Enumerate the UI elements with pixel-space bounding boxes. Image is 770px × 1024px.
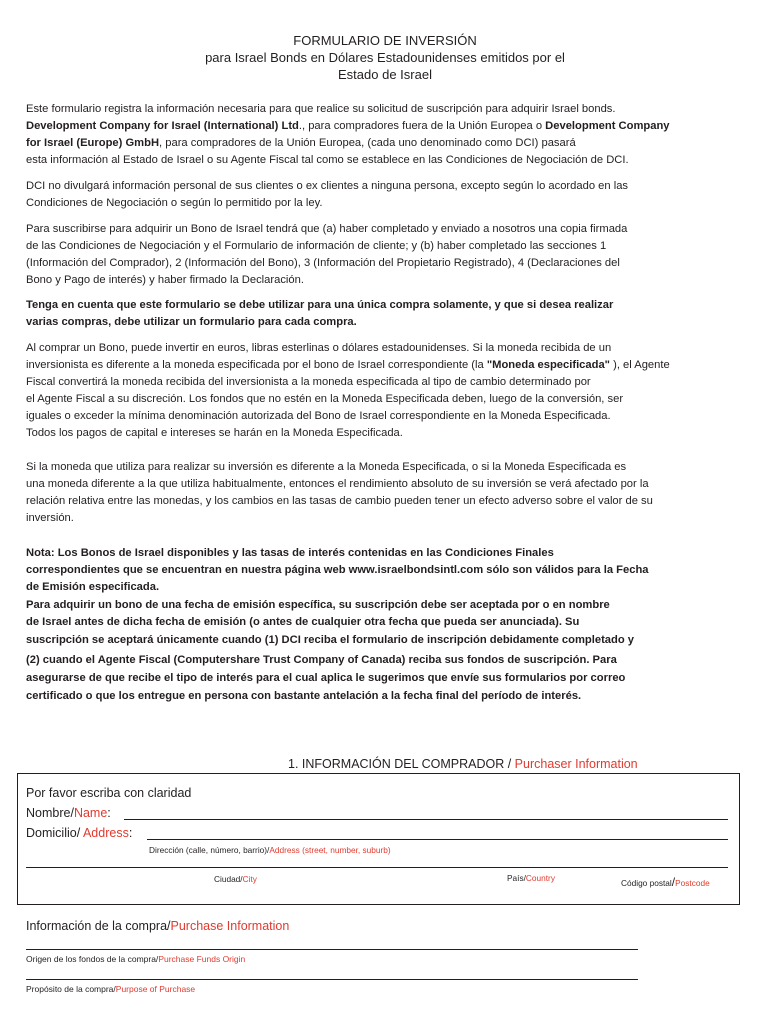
- address-street-field[interactable]: [147, 839, 728, 840]
- intro-p6-line2: una moneda diferente a la que utiliza habitualmente, entonces el rendimiento absoluto de su inversión se verá afectado por la: [26, 478, 649, 490]
- address-label: [26, 826, 132, 840]
- write-clearly-note: Por favor escriba con claridad: [26, 786, 192, 800]
- note-line5: de Israel antes de dicha fecha de emisión (o antes de cualquier otra fecha que pueda ser anunciada). Su: [26, 616, 580, 628]
- intro-p1-line4: esta información al Estado de Israel o su Agente Fiscal tal como se establece en las Condiciones de Negociación de DCI.: [26, 154, 629, 166]
- address-label-colon: :: [128, 826, 133, 840]
- single-purchase-notice-line2: varias compras, debe utilizar un formulario para cada compra.: [26, 316, 357, 328]
- section1-heading: [288, 757, 638, 771]
- purchase-purpose-caption-es: Propósito de la compra/: [26, 984, 116, 994]
- form-title-line2: para Israel Bonds en Dólares Estadounidenses emitidos por el: [205, 50, 565, 65]
- city-caption-en: City: [242, 874, 257, 884]
- intro-p5-line4: el Agente Fiscal a su discreción. Los fondos que no estén en la Moneda Especificada deben, luego de la conversión, ser: [26, 393, 624, 405]
- note-line8: asegurarse de que recibe el tipo de interés para el cual aplica le sugerimos que envíe sus formularios por correo: [26, 672, 626, 684]
- intro-p5-line1: Al comprar un Bono, puede invertir en euros, libras esterlinas o dólares estadounidenses. Si la moneda recibida de un: [26, 342, 612, 354]
- intro-p3-line3: (Información del Comprador), 2 (Información del Bono), 3 (Información del Propietario Registrado), 4 (Declaraciones del: [26, 257, 620, 269]
- note-line4: Para adquirir un bono de una fecha de emisión específica, su suscripción debe ser aceptada por o en nombre: [26, 599, 610, 611]
- street-caption-en: Address (street, number, suburb): [269, 845, 391, 855]
- purchase-purpose-field[interactable]: [26, 979, 638, 980]
- street-caption: [149, 845, 391, 855]
- name-label-en: Name: [73, 806, 108, 820]
- postcode-caption: [621, 875, 710, 889]
- intro-p6-line3: relación relativa entre las monedas, y los cambios en las tasas de cambio pueden tener un efecto adverso sobre el valor de su: [26, 495, 653, 507]
- intro-p5-line5: iguales o exceder la mínima denominación autorizada del Bono de Israel correspondiente en la Moneda Especificada.: [26, 410, 611, 422]
- name-label-colon: :: [107, 806, 111, 820]
- intro-p2-line2: Condiciones de Negociación o según lo permitido por la ley.: [26, 197, 323, 209]
- note-line3: de Emisión especificada.: [26, 581, 160, 593]
- purchase-info-heading-en: Purchase Information: [170, 919, 290, 933]
- funds-origin-caption: [26, 954, 245, 964]
- intro-p1-line2: [26, 118, 670, 135]
- country-caption-en: Country: [525, 873, 555, 883]
- postcode-caption-en: Postcode: [675, 878, 710, 888]
- intro-p3-line4: Bono y Pago de interés) y haber firmado la Declaración.: [26, 274, 304, 286]
- intro-p1-line1: Este formulario registra la información necesaria para que realice su solicitud de suscripción para adquirir Israel bonds.: [26, 103, 616, 115]
- purchase-info-heading-es: Información de la compra/: [26, 919, 171, 933]
- address-label-en: Address: [82, 826, 129, 840]
- name-label: [26, 806, 111, 820]
- funds-origin-caption-es: Origen de los fondos de la compra/: [26, 954, 159, 964]
- intro-p2-line1: DCI no divulgará información personal de sus clientes o ex clientes a ninguna persona, excepto según lo acordado en las: [26, 180, 629, 192]
- intro-p5-line2-b: ), el Agente: [610, 359, 670, 371]
- specified-currency-term: "Moneda especificada": [486, 359, 610, 371]
- note-line9: certificado o que los entregue en persona con bastante antelación a la fecha final del período de interés.: [26, 690, 582, 702]
- form-title-line1: FORMULARIO DE INVERSIÓN: [293, 33, 477, 48]
- section1-heading-slash: /: [507, 757, 512, 771]
- name-label-es: Nombre/: [26, 806, 74, 820]
- single-purchase-notice-line1: Tenga en cuenta que este formulario se debe utilizar para una única compra solamente, y que si desea realizar: [26, 299, 614, 311]
- note-line1: Nota: Los Bonos de Israel disponibles y las tasas de interés contenidas en las Condiciones Finales: [26, 547, 554, 559]
- dci-international-name: Development Company for Israel (International) Ltd: [26, 120, 299, 132]
- purchase-info-heading: [26, 919, 289, 933]
- intro-p6-line1: Si la moneda que utiliza para realizar su inversión es diferente a la Moneda Especificada, o si la Moneda Especificada es: [26, 461, 627, 473]
- note-line7: (2) cuando el Agente Fiscal (Computershare Trust Company of Canada) reciba sus fondos de suscripción. Para: [26, 654, 617, 666]
- intro-p6-line4: inversión.: [26, 512, 74, 524]
- dci-europe-name-part2: for Israel (Europe) GmbH: [26, 137, 160, 149]
- intro-p5-line2-a: inversionista es diferente a la moneda especificada por el bono de Israel correspondiente (la: [26, 359, 487, 371]
- funds-origin-caption-en: Purchase Funds Origin: [158, 954, 246, 964]
- intro-p5-line6: Todos los pagos de capital e intereses se harán en la Moneda Especificada.: [26, 427, 403, 439]
- purchase-purpose-caption-en: Purpose of Purchase: [115, 984, 196, 994]
- intro-p5-line2: [26, 357, 670, 374]
- address-label-es: Domicilio/: [26, 826, 83, 840]
- note-line2: correspondientes que se encuentran en nuestra página web www.israelbondsintl.com sólo son válidos para la Fecha: [26, 564, 649, 576]
- intro-p3-line1: Para suscribirse para adquirir un Bono de Israel tendrá que (a) haber completado y enviado a nosotros una copia firmada: [26, 223, 628, 235]
- city-country-postcode-field[interactable]: [26, 867, 728, 868]
- section1-heading-en: Purchaser Information: [511, 757, 638, 771]
- purchase-purpose-caption: [26, 984, 195, 994]
- postcode-caption-slash: /: [671, 875, 676, 889]
- intro-p1-line3-rest: , para compradores de la Unión Europea, (cada uno denominado como DCI) pasará: [159, 137, 576, 149]
- country-caption: [507, 873, 555, 883]
- section1-heading-es: 1. INFORMACIÓN DEL COMPRADOR: [288, 757, 508, 771]
- dci-europe-name-part1: Development Company: [545, 120, 670, 132]
- intro-p5-line3: Fiscal convertirá la moneda recibida del inversionista a la moneda especificada al tipo de cambio determinado por: [26, 376, 591, 388]
- intro-p1-line2-mid: ., para compradores fuera de la Unión Europea o: [298, 120, 546, 132]
- street-caption-es: Dirección (calle, número, barrio)/: [149, 845, 270, 855]
- city-caption: [214, 874, 257, 884]
- name-field[interactable]: [124, 819, 728, 820]
- postcode-caption-es: Código postal: [621, 878, 672, 888]
- note-line6: suscripción se aceptará únicamente cuando (1) DCI reciba el formulario de inscripción debidamente completado y: [26, 634, 635, 646]
- city-caption-es: Ciudad/: [214, 874, 243, 884]
- funds-origin-field[interactable]: [26, 949, 638, 950]
- country-caption-es: País/: [507, 873, 526, 883]
- intro-p3-line2: de las Condiciones de Negociación y el Formulario de información de cliente; y (b) haber completado las secciones 1: [26, 240, 607, 252]
- intro-p1-line3: [26, 135, 576, 152]
- form-title-line3: Estado de Israel: [338, 67, 432, 82]
